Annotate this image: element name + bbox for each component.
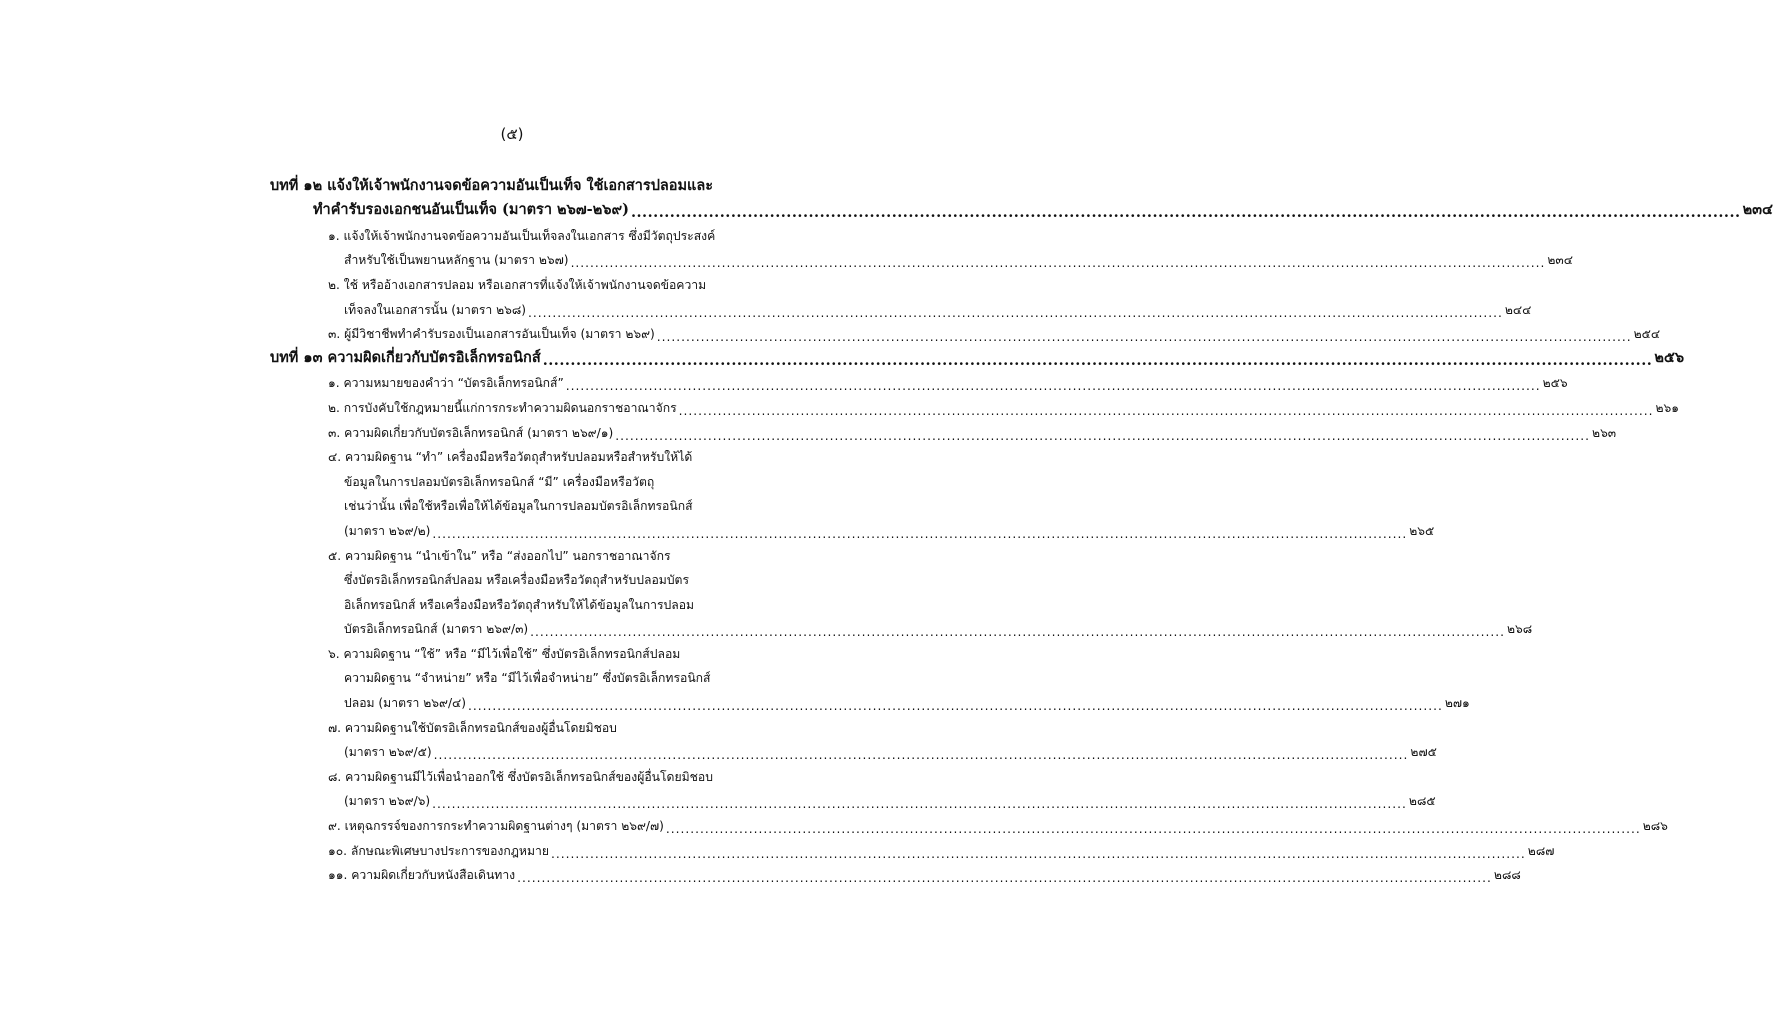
toc-entry-text: ๕. ความผิดฐาน “นำเข้าใน” หรือ “ส่งออกไป” นอกราชอาณาจักร bbox=[328, 548, 671, 563]
toc-entry-text: ๗. ความผิดฐานใช้บัตรอิเล็กทรอนิกส์ของผู้อื่นโดยมิชอบ bbox=[328, 720, 617, 735]
toc-entry-text: เช่นว่านั้น เพื่อใช้หรือเพื่อให้ได้ข้อมูลในการปลอมบัตรอิเล็กทรอนิกส์ bbox=[344, 499, 693, 514]
dot-leader: ........................................................................................................................................................................................................ bbox=[630, 204, 1741, 222]
toc-entry-text: ทำคำรับรองเอกชนอันเป็นเท็จ (มาตรา ๒๖๗-๒๖๙) bbox=[313, 201, 629, 219]
toc-page-number: ๒๗๕ bbox=[1410, 745, 1437, 760]
toc-entry-text: (มาตรา ๒๖๙/๖) bbox=[344, 794, 431, 809]
toc-page-number: ๒๕๔ bbox=[1633, 327, 1661, 342]
toc-entry-line bbox=[270, 516, 1435, 541]
toc-entry-line bbox=[270, 664, 756, 689]
dot-leader: ........................................................................................................................................................................................................ bbox=[656, 330, 1632, 345]
dot-leader: ........................................................................................................................................................................................................ bbox=[528, 305, 1503, 320]
toc-page-number: ๒๗๑ bbox=[1444, 696, 1470, 711]
toc-entry-line bbox=[270, 615, 1533, 640]
toc-entry-text: ข้อมูลในการปลอมบัตรอิเล็กทรอนิกส์ “มี” เครื่องมือหรือวัตถุ bbox=[344, 474, 655, 489]
toc-entry-line bbox=[270, 320, 1661, 345]
toc-entry-line bbox=[270, 836, 1555, 861]
toc-page-number: ๒๘๖ bbox=[1642, 819, 1668, 834]
dot-leader: ........................................................................................................................................................................................................ bbox=[530, 625, 1505, 640]
dot-leader: ........................................................................................................................................................................................................ bbox=[550, 846, 1526, 861]
dot-leader: ........................................................................................................................................................................................................ bbox=[570, 256, 1546, 271]
toc-entry-text: ๑๐. ลักษณะพิเศษบางประการของกฎหมาย bbox=[328, 843, 549, 858]
toc-entry-text: ๙. เหตุฉกรรจ์ของการกระทำความผิดฐานต่างๆ (มาตรา ๒๖๙/๗) bbox=[328, 819, 664, 834]
toc-page-number: ๒๖๘ bbox=[1506, 622, 1533, 637]
dot-leader: ........................................................................................................................................................................................................ bbox=[517, 871, 1492, 886]
toc-entry-text: บทที่ ๑๒ แจ้งให้เจ้าพนักงานจดข้อความอันเป็นเท็จ ใช้เอกสารปลอมและ bbox=[270, 176, 714, 194]
toc-entry-text: ปลอม (มาตรา ๒๖๙/๔) bbox=[344, 696, 467, 711]
dot-leader: ........................................................................................................................................................................................................ bbox=[678, 403, 1654, 418]
toc-page-number: ๒๘๗ bbox=[1527, 843, 1555, 858]
toc-entry-text: ๘. ความผิดฐานมีไว้เพื่อนำออกใช้ ซึ่งบัตรอิเล็กทรอนิกส์ของผู้อื่นโดยมิชอบ bbox=[328, 769, 713, 784]
toc-entry-line bbox=[270, 762, 756, 787]
dot-leader: ........................................................................................................................................................................................................ bbox=[433, 748, 1409, 763]
toc-entry-text: (มาตรา ๒๖๙/๕) bbox=[344, 745, 432, 760]
toc-page-number: ๒๖๕ bbox=[1409, 523, 1435, 538]
dot-leader: ........................................................................................................................................................................................................ bbox=[565, 379, 1541, 394]
toc-page-number: ๒๔๔ bbox=[1504, 302, 1532, 317]
toc-entry-line bbox=[270, 492, 756, 517]
toc-entry-text: ๓. ผู้มีวิชาชีพทำคำรับรองเป็นเอกสารอันเป็นเท็จ (มาตรา ๒๖๙) bbox=[328, 327, 655, 342]
page-number: (๕) bbox=[500, 125, 524, 143]
toc-chapter-line bbox=[270, 344, 1685, 369]
toc-entry-text: ๒. ใช้ หรืออ้างเอกสารปลอม หรือเอกสารที่แจ้งให้เจ้าพนักงานจดข้อความ bbox=[328, 277, 707, 292]
toc-entry-line bbox=[270, 270, 756, 295]
toc-entry-line bbox=[270, 393, 1679, 418]
toc-entry-text: ๑. ความหมายของคำว่า “บัตรอิเล็กทรอนิกส์” bbox=[328, 376, 564, 391]
toc-page-number: ๒๖๑ bbox=[1655, 400, 1679, 415]
toc-entry-line bbox=[270, 590, 756, 615]
toc-entry-line bbox=[270, 566, 756, 591]
toc-entry-line bbox=[270, 639, 756, 664]
toc-entry-text: ๓. ความผิดเกี่ยวกับบัตรอิเล็กทรอนิกส์ (มาตรา ๒๖๙/๑) bbox=[328, 425, 614, 440]
toc-entry-line bbox=[270, 467, 756, 492]
toc-entry-text: ซึ่งบัตรอิเล็กทรอนิกส์ปลอม หรือเครื่องมือหรือวัตถุสำหรับปลอมบัตร bbox=[344, 573, 690, 588]
dot-leader: ........................................................................................................................................................................................................ bbox=[615, 428, 1591, 443]
toc-entry-text: ๔. ความผิดฐาน “ทำ” เครื่องมือหรือวัตถุสำหรับปลอมหรือสำหรับให้ได้ bbox=[328, 450, 693, 465]
dot-leader: ........................................................................................................................................................................................................ bbox=[468, 699, 1443, 714]
toc-page-number: ๒๓๔ bbox=[1742, 201, 1773, 219]
toc-entry-line bbox=[270, 221, 756, 246]
toc-entry-line bbox=[270, 443, 756, 468]
toc-entry-text: เท็จลงในเอกสารนั้น (มาตรา ๒๖๘) bbox=[344, 302, 527, 317]
dot-leader: ........................................................................................................................................................................................................ bbox=[665, 822, 1641, 837]
toc-chapter-line bbox=[270, 172, 756, 197]
toc-chapter-line bbox=[270, 197, 1773, 222]
toc-page-number: ๒๕๖ bbox=[1654, 348, 1685, 366]
toc-entry-line bbox=[270, 246, 1573, 271]
toc-entry-line bbox=[270, 418, 1617, 443]
toc-entry-line bbox=[270, 713, 756, 738]
table-of-contents bbox=[270, 172, 1773, 886]
toc-entry-line bbox=[270, 861, 1521, 886]
toc-entry-line bbox=[270, 688, 1470, 714]
toc-entry-line bbox=[270, 295, 1532, 320]
toc-entry-line bbox=[270, 787, 1436, 812]
toc-entry-text: สำหรับใช้เป็นพยานหลักฐาน (มาตรา ๒๖๗) bbox=[344, 253, 569, 268]
toc-entry-text: ๑. แจ้งให้เจ้าพนักงานจดข้อความอันเป็นเท็จลงในเอกสาร ซึ่งมีวัตถุประสงค์ bbox=[328, 228, 716, 243]
toc-entry-text: (มาตรา ๒๖๙/๒) bbox=[344, 523, 431, 538]
toc-entry-line bbox=[270, 811, 1668, 837]
toc-entry-text: ๖. ความผิดฐาน “ใช้” หรือ “มีไว้เพื่อใช้” ซึ่งบัตรอิเล็กทรอนิกส์ปลอม bbox=[328, 646, 681, 661]
dot-leader: ........................................................................................................................................................................................................ bbox=[432, 797, 1407, 812]
dot-leader: ........................................................................................................................................................................................................ bbox=[432, 526, 1408, 541]
toc-page-number: ๒๖๓ bbox=[1592, 425, 1617, 440]
toc-page-number: ๒๘๕ bbox=[1408, 794, 1436, 809]
toc-entry-text: บทที่ ๑๓ ความผิดเกี่ยวกับบัตรอิเล็กทรอนิกส์ bbox=[270, 348, 541, 366]
toc-entry-text: ๒. การบังคับใช้กฎหมายนี้แก่การกระทำความผิดนอกราชอาณาจักร bbox=[328, 400, 677, 415]
toc-entry-line bbox=[270, 369, 1568, 394]
toc-entry-text: บัตรอิเล็กทรอนิกส์ (มาตรา ๒๖๙/๓) bbox=[344, 622, 529, 637]
toc-page-number: ๒๕๖ bbox=[1542, 376, 1568, 391]
toc-entry-text: ความผิดฐาน “จำหน่าย” หรือ “มีไว้เพื่อจำหน่าย” ซึ่งบัตรอิเล็กทรอนิกส์ bbox=[344, 671, 711, 686]
toc-entry-text: อิเล็กทรอนิกส์ หรือเครื่องมือหรือวัตถุสำหรับให้ได้ข้อมูลในการปลอม bbox=[344, 597, 695, 612]
toc-entry-line bbox=[270, 541, 756, 566]
toc-entry-text: ๑๑. ความผิดเกี่ยวกับหนังสือเดินทาง bbox=[328, 868, 516, 883]
toc-entry-line bbox=[270, 738, 1437, 763]
dot-leader: ........................................................................................................................................................................................................ bbox=[542, 351, 1653, 369]
toc-page-number: ๒๓๔ bbox=[1547, 253, 1573, 268]
toc-page-number: ๒๘๘ bbox=[1493, 868, 1521, 883]
